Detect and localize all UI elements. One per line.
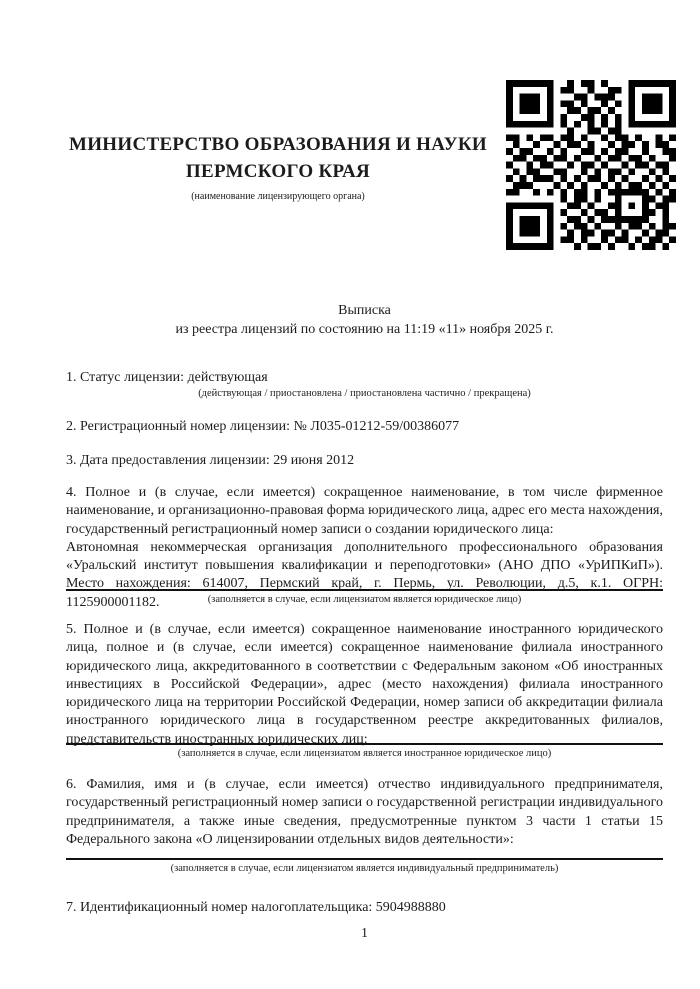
- document-title: [66, 301, 663, 339]
- ministry-header: [50, 131, 506, 185]
- ministry-name-line2: ПЕРМСКОГО КРАЯ: [185, 161, 371, 182]
- item-4-label: 4. Полное и (в случае, если имеется) сокращенное наименование, в том числе фирменное наименование, и организационно-правовая форма юридического лица, адрес его места нахождения, государственный регистрационный номер записи о создании юридического лица:: [66, 485, 663, 537]
- item-2-registration-number: 2. Регистрационный номер лицензии: № Л035-01212-59/00386077: [66, 419, 460, 434]
- qr-code: [506, 80, 676, 250]
- page-number: 1: [361, 926, 368, 941]
- item-6-caption: (заполняется в случае, если лицензиатом является индивидуальный предприниматель): [170, 863, 559, 874]
- item-6-individual-entrepreneur: [66, 776, 663, 849]
- item-4-caption: (заполняется в случае, если лицензиатом является юридическое лицо): [207, 594, 522, 605]
- item-4-value: Автономная некоммерческая организация дополнительного профессионального образования «Уральский институт повышения квалификации и переподготовки» (АНО ДПО «УрИПКиП»). Место нахождения: 614007, Пермский край, г. Пермь, ул. Революции, д.5, к.1. ОГРН: 1125900001182.: [66, 539, 663, 610]
- item-4-fill-rule: [66, 589, 663, 591]
- document-title-line1: Выписка: [338, 303, 391, 318]
- item-6-fill-rule: [66, 858, 663, 860]
- qr-code-image: [506, 80, 676, 250]
- item-5-fill-rule: [66, 743, 663, 745]
- item-3-license-date: 3. Дата предоставления лицензии: 29 июня 2012: [66, 453, 355, 468]
- ministry-header-caption: (наименование лицензирующего органа): [191, 191, 365, 202]
- ministry-name-line1: МИНИСТЕРСТВО ОБРАЗОВАНИЯ И НАУКИ: [68, 134, 488, 155]
- item-4-legal-entity: [66, 484, 663, 612]
- item-7-taxpayer-number: 7. Идентификационный номер налогоплательщика: 5904988880: [66, 900, 446, 915]
- item-5-caption: (заполняется в случае, если лицензиатом является иностранное юридическое лицо): [177, 748, 552, 759]
- item-5-label: 5. Полное и (в случае, если имеется) сокращенное наименование иностранного юридического лица, полное и (в случае, если имеется) сокращенное наименование филиала иностранного юридического лица, аккредитованного в соответствии с Федеральным законом «Об иностранных инвестициях в Российской Федерации», адрес (место нахождения) филиала иностранного юридического лица на территории Российской Федерации, номер записи об аккредитации филиала иностранного юридического лица в государственном реестре аккредитованных филиалов, представительств иностранных юридических лиц:: [66, 622, 663, 747]
- item-1-license-status: 1. Статус лицензии: действующая: [66, 370, 268, 385]
- item-5-foreign-entity: [66, 621, 663, 749]
- document-title-line2: из реестра лицензий по состоянию на 11:19 «11» ноября 2025 г.: [175, 322, 554, 337]
- item-6-label: 6. Фамилия, имя и (в случае, если имеется) отчество индивидуального предпринимателя, государственный регистрационный номер записи о государственной регистрации индивидуального предпринимателя, а также иные сведения, предусмотренные пунктом 3 части 1 статьи 15 Федерального закона «О лицензировании отдельных видов деятельности»:: [66, 777, 663, 847]
- item-1-caption: (действующая / приостановлена / приостановлена частично / прекращена): [198, 388, 531, 399]
